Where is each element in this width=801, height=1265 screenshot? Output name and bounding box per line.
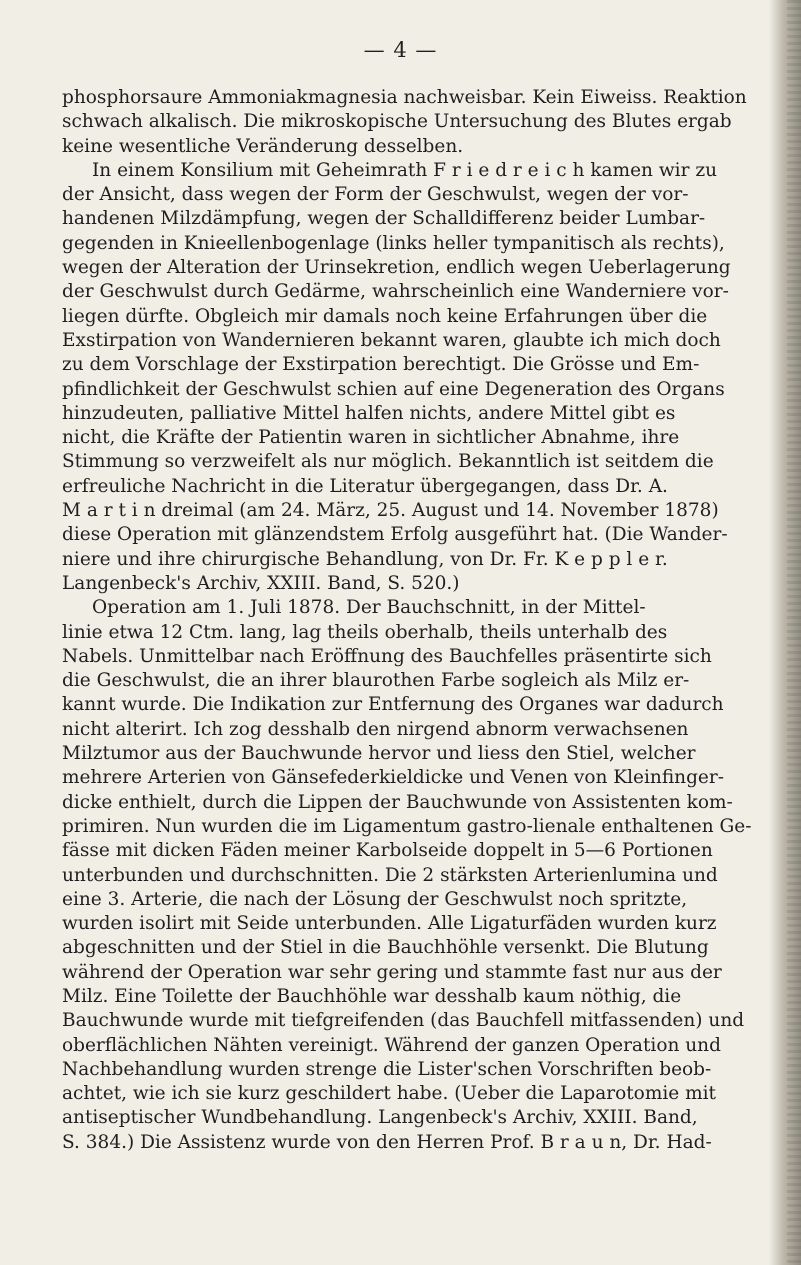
text-line: die Geschwulst, die an ihrer blaurothen Farbe sogleich als Milz er- bbox=[62, 670, 690, 692]
text-line: diese Operation mit glänzendstem Erfolg ausgeführt hat. (Die Wander- bbox=[62, 524, 728, 546]
text-line: kannt wurde. Die Indikation zur Entfernung des Organes war dadurch bbox=[62, 694, 724, 716]
body-text bbox=[62, 86, 752, 1155]
text-line: M a r t i n dreimal (am 24. März, 25. August und 14. November 1878) bbox=[62, 500, 719, 522]
text-line: erfreuliche Nachricht in die Literatur übergegangen, dass Dr. A. bbox=[62, 475, 668, 497]
text-line: liegen dürfte. Obgleich mir damals noch keine Erfahrungen über die bbox=[62, 305, 708, 327]
text-line: fässe mit dicken Fäden meiner Karbolseide doppelt in 5—6 Portionen bbox=[62, 840, 713, 862]
text-line: phosphorsaure Ammoniakmagnesia nachweisbar. Kein Eiweiss. Reaktion bbox=[62, 87, 747, 108]
text-line: abgeschnitten und der Stiel in die Bauchhöhle versenkt. Die Blutung bbox=[62, 937, 709, 959]
text-line: Exstirpation von Wandernieren bekannt waren, glaubte ich mich doch bbox=[62, 329, 721, 351]
text-line: S. 384.) Die Assistenz wurde von den Herren Prof. B r a u n, Dr. Had- bbox=[62, 1131, 712, 1153]
text-line: Stimmung so verzweifelt als nur möglich. Bekanntlich ist seitdem die bbox=[62, 451, 714, 473]
text-line: wurden isolirt mit Seide unterbunden. Alle Ligaturfäden wurden kurz bbox=[62, 913, 717, 935]
text-line: der Geschwulst durch Gedärme, wahrscheinlich eine Wanderniere vor- bbox=[62, 281, 729, 303]
text-line: Bauchwunde wurde mit tiefgreifenden (das Bauchfell mitfassenden) und bbox=[62, 1010, 745, 1032]
text-line: nicht alterirt. Ich zog desshalb den nirgend abnorm verwachsenen bbox=[62, 718, 689, 740]
text-line: eine 3. Arterie, die nach der Lösung der Geschwulst noch spritzte, bbox=[62, 888, 688, 910]
text-line: niere und ihre chirurgische Behandlung, von Dr. Fr. K e p p l e r. bbox=[62, 548, 668, 570]
text-line: linie etwa 12 Ctm. lang, lag theils oberhalb, theils unterhalb des bbox=[62, 621, 668, 643]
text-line: antiseptischer Wundbehandlung. Langenbeck's Archiv, XXIII. Band, bbox=[62, 1107, 698, 1129]
page-edge-shadow bbox=[769, 0, 801, 1265]
text-line: Nachbehandlung wurden strenge die Lister'schen Vorschriften beob- bbox=[62, 1058, 712, 1080]
text-line: Milztumor aus der Bauchwunde hervor und liess den Stiel, welcher bbox=[62, 743, 696, 765]
text-line: pfindlichkeit der Geschwulst schien auf eine Degeneration des Organs bbox=[62, 378, 725, 400]
text-line: zu dem Vorschlage der Exstirpation berechtigt. Die Grösse und Em- bbox=[62, 354, 700, 376]
text-line: dicke enthielt, durch die Lippen der Bauchwunde von Assistenten kom- bbox=[62, 791, 733, 813]
text-line: Milz. Eine Toilette der Bauchhöhle war desshalb kaum nöthig, die bbox=[62, 985, 682, 1007]
text-line: schwach alkalisch. Die mikroskopische Untersuchung des Blutes ergab bbox=[62, 111, 732, 133]
text-line: der Ansicht, dass wegen der Form der Geschwulst, wegen der vor- bbox=[62, 184, 689, 206]
text-line: unterbunden und durchschnitten. Die 2 stärksten Arterienlumina und bbox=[62, 864, 718, 886]
text-line: oberflächlichen Nähten vereinigt. Während der ganzen Operation und bbox=[62, 1034, 721, 1056]
text-line: handenen Milzdämpfung, wegen der Schalldifferenz beider Lumbar- bbox=[62, 208, 706, 230]
paragraph-start: In einem Konsilium mit Geheimrath F r i e d r e i c h kamen wir zu bbox=[92, 159, 717, 181]
text-line: während der Operation war sehr gering und stammte fast nur aus der bbox=[62, 961, 722, 983]
text-line: wegen der Alteration der Urinsekretion, endlich wegen Ueberlagerung bbox=[62, 257, 731, 279]
text-line: achtet, wie ich sie kurz geschildert habe. (Ueber die Laparotomie mit bbox=[62, 1083, 716, 1105]
text-line: nicht, die Kräfte der Patientin waren in sichtlicher Abnahme, ihre bbox=[62, 427, 680, 449]
text-line: Langenbeck's Archiv, XXIII. Band, S. 520.) bbox=[62, 572, 460, 594]
page-number: — 4 — bbox=[363, 38, 438, 62]
text-line: mehrere Arterien von Gänsefederkieldicke und Venen von Kleinfinger- bbox=[62, 767, 724, 789]
operation-paragraph-start: Operation am 1. Juli 1878. Der Bauchschnitt, in der Mittel- bbox=[92, 597, 646, 619]
text-line: keine wesentliche Veränderung desselben. bbox=[62, 135, 464, 157]
text-line: primiren. Nun wurden die im Ligamentum gastro-lienale enthaltenen Ge- bbox=[62, 815, 752, 837]
text-line: gegenden in Knieellenbogenlage (links heller tympanitisch als rechts), bbox=[62, 232, 725, 254]
text-line: hinzudeuten, palliative Mittel halfen nichts, andere Mittel gibt es bbox=[62, 402, 676, 424]
text-line: Nabels. Unmittelbar nach Eröffnung des Bauchfelles präsentirte sich bbox=[62, 645, 712, 667]
